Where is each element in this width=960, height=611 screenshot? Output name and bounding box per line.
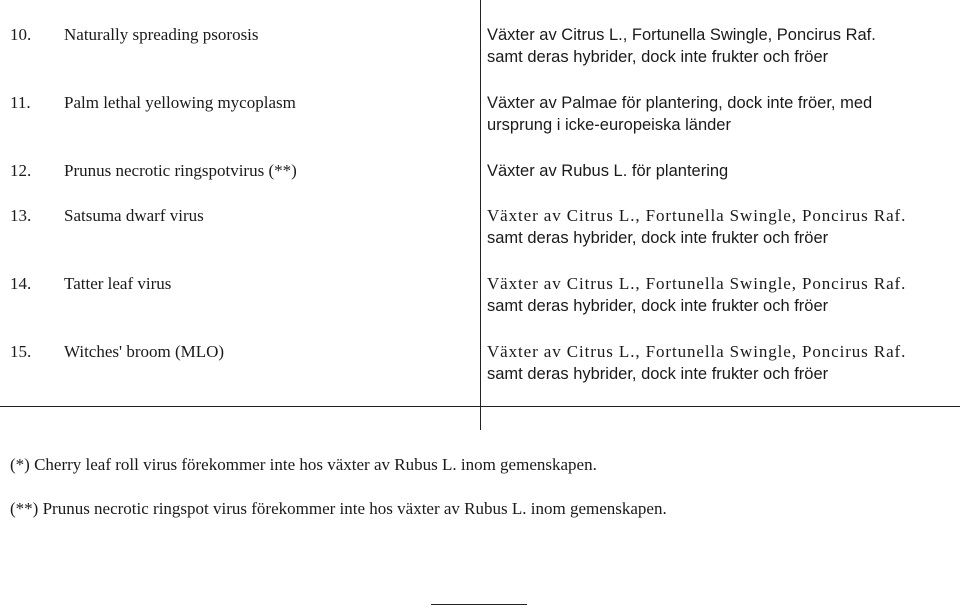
host-description bbox=[487, 341, 952, 385]
footnote-single-asterisk: (*) Cherry leaf roll virus förekommer inte hos växter av Rubus L. inom gemenskapen. bbox=[10, 455, 597, 474]
host-line: Växter av Citrus L., Fortunella Swingle, Poncirus Raf. bbox=[487, 26, 876, 44]
entry-number: 14. bbox=[10, 274, 32, 293]
host-line: samt deras hybrider, dock inte frukter och fröer bbox=[487, 48, 829, 66]
entry-number: 10. bbox=[10, 25, 32, 44]
entry-number: 13. bbox=[10, 206, 32, 225]
host-line: Växter av Rubus L. för plantering bbox=[487, 162, 729, 180]
table-bottom-rule bbox=[0, 406, 960, 407]
organism-name: Palm lethal yellowing mycoplasm bbox=[64, 93, 296, 112]
organism-name: Naturally spreading psorosis bbox=[64, 25, 259, 44]
host-line: Växter av Citrus L., Fortunella Swingle, Poncirus Raf. bbox=[487, 274, 907, 293]
host-line: samt deras hybrider, dock inte frukter och fröer bbox=[487, 229, 829, 247]
host-description bbox=[487, 24, 952, 68]
host-line: ursprung i icke-europeiska länder bbox=[487, 116, 731, 134]
organism-name: Tatter leaf virus bbox=[64, 274, 172, 293]
host-line: samt deras hybrider, dock inte frukter och fröer bbox=[487, 297, 829, 315]
entry-number: 11. bbox=[10, 93, 31, 112]
host-description bbox=[487, 273, 952, 317]
host-line: samt deras hybrider, dock inte frukter och fröer bbox=[487, 365, 829, 383]
organism-name: Prunus necrotic ringspotvirus (**) bbox=[64, 161, 297, 180]
organism-name: Witches' broom (MLO) bbox=[64, 342, 225, 361]
host-line: Växter av Citrus L., Fortunella Swingle, Poncirus Raf. bbox=[487, 342, 907, 361]
entry-number: 12. bbox=[10, 161, 32, 180]
entry-number: 15. bbox=[10, 342, 32, 361]
host-description bbox=[487, 205, 952, 249]
footnote-double-asterisk: (**) Prunus necrotic ringspot virus förekommer inte hos växter av Rubus L. inom gemenskapen. bbox=[10, 499, 667, 518]
closing-rule bbox=[431, 604, 527, 605]
host-description bbox=[487, 160, 952, 182]
column-divider bbox=[480, 0, 481, 430]
host-line: Växter av Citrus L., Fortunella Swingle, Poncirus Raf. bbox=[487, 206, 907, 225]
host-line: Växter av Palmae för plantering, dock inte fröer, med bbox=[487, 94, 873, 112]
host-description bbox=[487, 92, 952, 136]
organism-name: Satsuma dwarf virus bbox=[64, 206, 204, 225]
